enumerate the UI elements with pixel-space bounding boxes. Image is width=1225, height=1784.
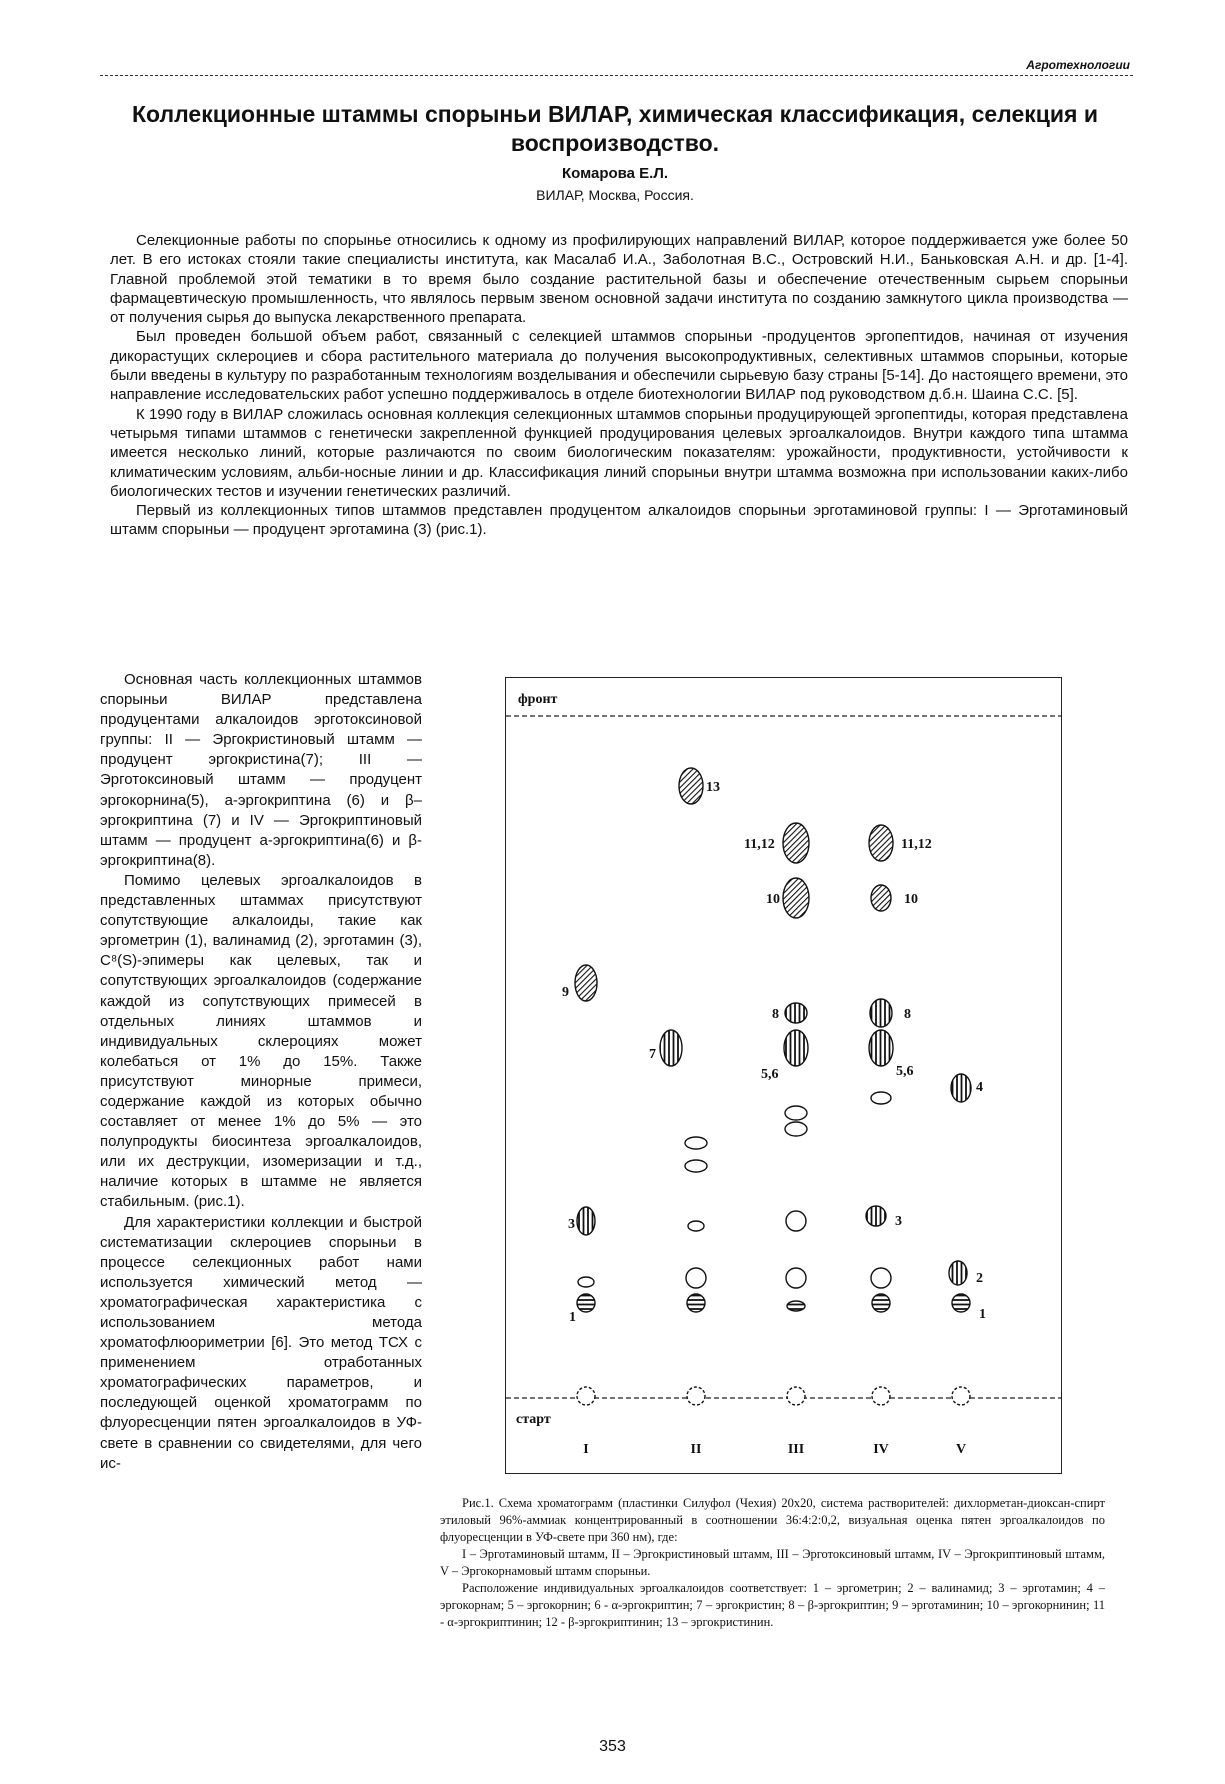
spot-label: 7 bbox=[649, 1047, 656, 1062]
lane-label-IV: IV bbox=[873, 1442, 889, 1457]
spot-1 bbox=[952, 1294, 970, 1312]
caption-main: Рис.1. Схема хроматограмм (пластинки Силуфол (Чехия) 20х20, система растворителей: дихлорметан-диоксан-спирт этиловый 96%-аммиак концентрированный в соотношении 36:4:2:0,2, визуальная оценка пятен эргоалкалоидов по флуоресценции в УФ-свете при 360 нм), где: bbox=[440, 1496, 1105, 1544]
spot-1 bbox=[577, 1294, 595, 1312]
chromatogram-diagram bbox=[506, 678, 1061, 1473]
spot-label: 5,6 bbox=[896, 1064, 914, 1079]
spots bbox=[575, 768, 971, 1405]
spot-1 bbox=[872, 1294, 890, 1312]
spot-minor bbox=[786, 1211, 806, 1231]
spot-minor bbox=[785, 1122, 807, 1136]
spot-minor bbox=[786, 1268, 806, 1288]
spot-minor bbox=[578, 1277, 594, 1287]
article-title: Коллекционные штаммы спорыньи ВИЛАР, химическая классификация, селекция и воспроизводство. bbox=[132, 101, 1098, 156]
spot-minor bbox=[785, 1106, 807, 1120]
front-label: фронт bbox=[518, 692, 558, 707]
spot-10 bbox=[871, 885, 891, 911]
affiliation: ВИЛАР, Москва, Россия. bbox=[536, 187, 694, 203]
spot-minor bbox=[685, 1137, 707, 1149]
spot-1 bbox=[687, 1294, 705, 1312]
spot-minor bbox=[688, 1221, 704, 1231]
spot-8 bbox=[785, 1003, 807, 1023]
spot-label: 9 bbox=[562, 985, 569, 1000]
paragraph: Селекционные работы по спорынье относились к одному из профилирующих направлений ВИЛАР, которое поддерживается уже более 50 лет. В его истоках стояли такие специалисты института, как Масалаб И.А., Заболотная В.С., Островский Н.И., Баньковская А.Н. и др. [1-4]. Главной проблемой этой тематики в то время было создание растительной базы и обеспечение отечественным сырьем спорыньи фармацевтическую промышленность, что являлось первым звеном основной задачи института по созданию замкнутого цикла производства — от получения сырья до выпуска лекарственного препарата. bbox=[110, 232, 1128, 327]
spot-label: 3 bbox=[568, 1217, 575, 1232]
spot-5-6 bbox=[869, 1030, 893, 1066]
spot-label: 13 bbox=[706, 780, 720, 795]
body-full-width bbox=[110, 231, 1128, 540]
section-label: Агротехнологии bbox=[1026, 58, 1130, 72]
start-spot bbox=[787, 1387, 805, 1405]
start-spot bbox=[872, 1387, 890, 1405]
spot-11-12 bbox=[869, 825, 893, 861]
spot-9 bbox=[575, 965, 597, 1001]
spot-minor bbox=[871, 1268, 891, 1288]
spot-7 bbox=[660, 1030, 682, 1066]
spot-label: 10 bbox=[766, 892, 780, 907]
caption-positions: Расположение индивидуальных эргоалкалоидов соответствует: 1 – эргометрин; 2 – валинамид; 3 – эрготамин; 4 – эргокорнам; 5 – эргокорнин; 6 - α-эргокриптин; 7 – эргокристин; 8 – β-эргокриптин; 9 – эрготаминин; 10 – эргокорнинин; 11 - α-эргокриптинин; 12 - β-эргокриптинин; 13 – эргокристинин. bbox=[440, 1581, 1105, 1629]
spot-13 bbox=[679, 768, 703, 804]
spot-label: 11,12 bbox=[744, 837, 775, 852]
spot-label: 5,6 bbox=[761, 1067, 779, 1082]
start-label: старт bbox=[516, 1412, 551, 1427]
lane-label-V: V bbox=[955, 1442, 967, 1457]
caption-legend: I – Эрготаминовый штамм, II – Эргокристиновый штамм, III – Эрготоксиновый штамм, IV – Эргокриптиновый штамм, V – Эргокорнамовый штамм спорыньи. bbox=[440, 1547, 1105, 1578]
spot-11-12 bbox=[783, 823, 809, 863]
spot-label: 2 bbox=[976, 1271, 983, 1286]
start-spot bbox=[952, 1387, 970, 1405]
spot-10 bbox=[783, 878, 809, 918]
spot-minor bbox=[685, 1160, 707, 1172]
spot-label: 10 bbox=[904, 892, 918, 907]
lane-label-II: II bbox=[690, 1442, 702, 1457]
paragraph: К 1990 году в ВИЛАР сложилась основная коллекция селекционных штаммов спорыньи продуцирующей эргопептиды, которая представлена четырьмя типами штаммов с генетически закрепленной функцией продуцирования целевых эргоалкалоидов. Внутри каждого типа штамма имеется несколько линий, которые различаются по своим биологическим показателям: урожайности, продуктивности, устойчивости к климатическим условиям, альби-носные линии и др. Классификация линий спорыньи внутри штамма возможна при использовании каких-либо биологических тестов и изучении генетических различий. bbox=[110, 405, 1128, 500]
spot-minor bbox=[871, 1092, 891, 1104]
spot-8 bbox=[870, 999, 892, 1027]
spot-3 bbox=[866, 1206, 886, 1226]
spot-label: 8 bbox=[904, 1007, 911, 1022]
spot-minor bbox=[686, 1268, 706, 1288]
body-left-column bbox=[100, 670, 422, 1474]
paragraph: Для характеристики коллекции и быстрой систематизации склероциев спорыньи в процессе селекционных работ нами используется химический метод — хроматографическая характеристика с использованием метода хроматофлюориметрии [6]. Это метод ТСХ с применением отработанных хроматографических параметров, и последующей оценкой хроматограмм по флуоресценции пятен эргоалкалоидов в УФ-свете в сравнении со свидетелями, для чего ис- bbox=[100, 1213, 422, 1472]
spot-labels bbox=[562, 780, 986, 1325]
spot-2 bbox=[949, 1261, 967, 1285]
paragraph: Был проведен большой объем работ, связанный с селекцией штаммов спорыньи -продуцентов эргопептидов, начиная от изучения дикорастущих склероциев и сбора растительного материала до получения высокопродуктивных, селективных штаммов спорыньи, которые были введены в культуру по разработанным технологиям возделывания и обеспечили сырьевую базу страны [5-14]. До настоящего времени, это направление исследовательских работ успешно поддерживалось в отделе биотехнологии ВИЛАР под руководством д.б.н. Шаина С.С. [5]. bbox=[110, 328, 1128, 404]
paragraph: Основная часть коллекционных штаммов спорыньи ВИЛАР представлена продуцентами алкалоидов эрготоксиновой группы: II — Эргокристиновый штамм — продуцент эргокристина(7); III — Эрготоксиновый штамм — продуцент эргокорнина(5), а-эргокриптина (6) и β–эргокриптина (7) и IV — Эргокриптиновый штамм — продуцент а-эргокриптина(6) и β-эргокриптина(8). bbox=[100, 671, 422, 869]
spot-label: 1 bbox=[979, 1307, 986, 1322]
lane-label-III: III bbox=[787, 1442, 805, 1457]
start-spot bbox=[687, 1387, 705, 1405]
page-number: 353 bbox=[599, 1738, 626, 1755]
paragraph: Первый из коллекционных типов штаммов представлен продуцентом алкалоидов спорыньи эрготаминовой группы: I — Эрготаминовый штамм спорыньи — продуцент эрготамина (3) (рис.1). bbox=[110, 502, 1128, 539]
start-spot bbox=[577, 1387, 595, 1405]
author: Комарова Е.Л. bbox=[561, 165, 669, 182]
spot-1 bbox=[787, 1301, 805, 1311]
spot-label: 11,12 bbox=[901, 837, 932, 852]
spot-4 bbox=[951, 1074, 971, 1102]
paragraph: Помимо целевых эргоалкалоидов в представленных штаммах присутствуют сопутствующие алкалоиды, такие как эргометрин (1), валинамид (2), эрготамин (3), С⁸(S)-эпимеры как целевых, так и сопутствующих эргоалкалоидов (содержание каждой из сопутствующих примесей в отдельных линиях штаммов и индивидуальных склероциях может колебаться от 1% до 15%. Также присутствуют минорные примеси, содержание каждой из которых обычно составляет от менее 1% до 5% — это полупродукты биосинтеза эргоалкалоидов, или их деструкции, изомеризации и т.д., наличие которых в штамме не является стабильным. (рис.1). bbox=[100, 871, 422, 1211]
spot-3 bbox=[577, 1207, 595, 1235]
spot-5-6 bbox=[784, 1030, 808, 1066]
spot-label: 8 bbox=[772, 1007, 779, 1022]
spot-label: 3 bbox=[895, 1214, 902, 1229]
chromatogram-figure bbox=[505, 677, 1062, 1474]
lane-label-I: I bbox=[583, 1442, 589, 1457]
spot-label: 4 bbox=[976, 1080, 983, 1095]
figure-caption bbox=[440, 1495, 1105, 1631]
spot-label: 1 bbox=[569, 1310, 576, 1325]
header-rule bbox=[100, 75, 1133, 76]
